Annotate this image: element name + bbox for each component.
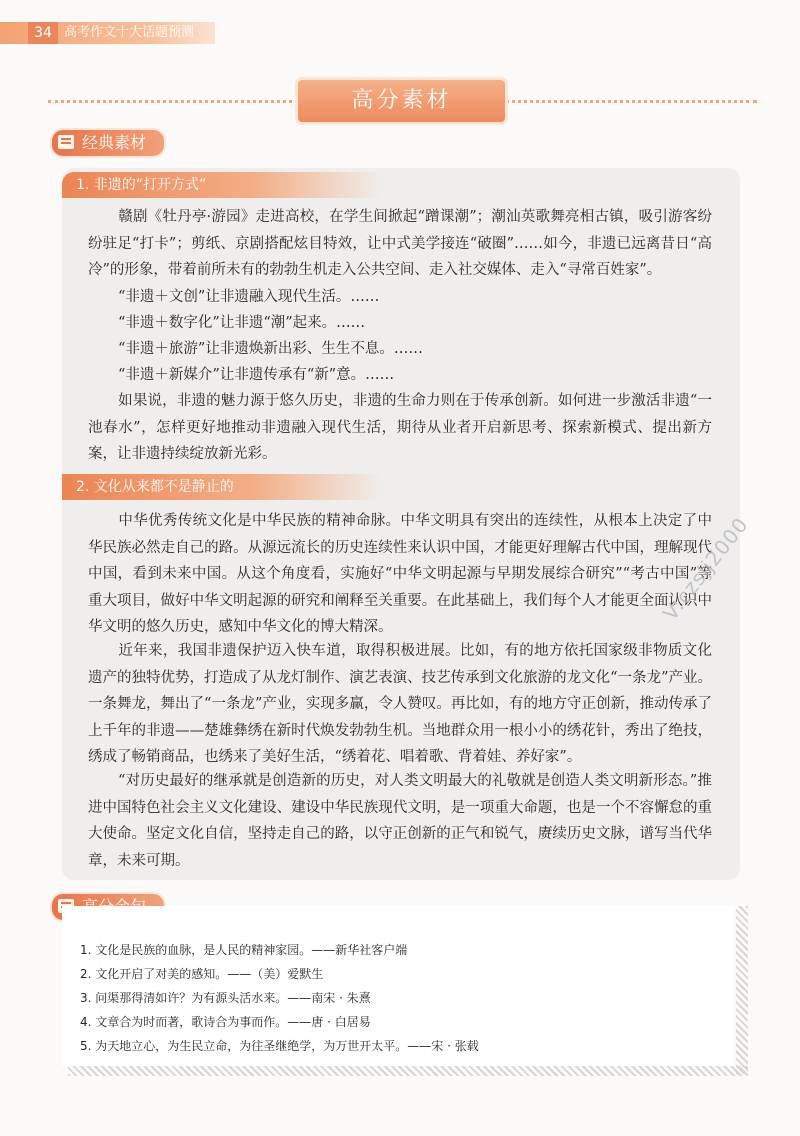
book-title: 高考作文十大话题预测 [64, 25, 195, 40]
part1-paragraph-2: “非遗＋文创”让非遗融入现代生活。…… [118, 289, 380, 305]
part2-paragraph-2: 近年来，我国非遗保护迈入快车道，取得积极进展。比如，有的地方依托国家级非物质文化遗产的独特优势，打造成了从龙灯制作、演艺表演、技艺传承到文化旅游的龙文化“一条龙”产业。一条舞龙，舞出了“一条龙”产业，实现多赢，令人赞叹。再比如，有的地方守正创新，推动传承了上千年的非遗——楚雄彝绣在新时代焕发勃勃生机。当地群众用一根小小的绣花针，秀出了绝技，绣成了畅销商品，也绣来了美好生活，“绣着花、唱着歌、背着娃、养好家”。 [88, 643, 712, 765]
part1-paragraph-6: 如果说，非遗的魅力源于悠久历史，非遗的生命力则在于传承创新。如何进一步激活非遗“一池春水”，怎样更好地推动非遗融入现代生活，期待从业者开启新思考、探索新模式、提出新方案，让非遗持续绽放新光彩。 [88, 393, 712, 462]
page-number: 34 [28, 22, 58, 44]
part2-title: 2. 文化从来都不是静止的 [76, 479, 234, 495]
quote-item: 5. 为天地立心，为生民立命，为往圣继绝学，为万世开太平。——宋 · 张载 [80, 1039, 479, 1053]
part1-paragraph-5: “非遗＋新媒介”让非遗传承有“新”意。…… [118, 367, 395, 383]
banner [298, 80, 505, 122]
quote-item: 4. 文章合为时而著，歌诗合为事而作。——唐 · 白居易 [80, 1015, 371, 1029]
part2-paragraph-3: “对历史最好的继承就是创造新的历史，对人类文明最大的礼敬就是创造人类文明新形态。”推进中国特色社会主义文化建设、建设中华民族现代文明，是一项重大命题，也是一个不容懈怠的重大使命。坚定文化自信，坚持走自己的路，以守正创新的正气和锐气，赓续历史文脉，谱写当代华章，未来可期。 [88, 773, 712, 869]
quote-list [80, 938, 720, 1058]
part1-paragraph-1: 赣剧《牡丹亭·游园》走进高校，在学生间掀起“蹭课潮”；潮汕英歌舞亮相古镇，吸引游客纷纷驻足“打卡”；剪纸、京剧搭配炫目特效，让中式美学接连“破圈”……如今，非遗已远离昔日“高冷”的形象，带着前所未有的勃勃生机走入公共空间、走入社交媒体、走入“寻常百姓家”。 [88, 209, 712, 278]
part1-paragraph-4: “非遗＋旅游”让非遗焕新出彩、生生不息。…… [118, 341, 423, 357]
quotes-hatch-bottom [68, 1066, 748, 1076]
quote-item: 3. 问渠那得清如许？为有源头活水来。——南宋 · 朱熹 [80, 991, 371, 1005]
section-tag-label: 经典素材 [82, 133, 147, 152]
quote-item: 2. 文化开启了对美的感知。——（美）爱默生 [80, 967, 324, 981]
part2-paragraph-1: 中华优秀传统文化是中华民族的精神命脉。中华文明具有突出的连续性，从根本上决定了中华民族必然走自己的路。从源远流长的历史连续性来认识中国，才能更好理解古代中国，理解现代中国，看到未来中国。从这个角度看，实施好“中华文明起源与早期发展综合研究”“考古中国”等重大项目，做好中华文明起源的研究和阐释至关重要。在此基础上，我们每个人才能更全面认识中华文明的悠久历史，感知中华文化的博大精深。 [88, 513, 712, 635]
banner-dots-left [48, 100, 298, 103]
quote-item: 1. 文化是民族的血脉，是人民的精神家园。——新华社客户端 [80, 943, 408, 957]
banner-title: 高分素材 [351, 88, 452, 113]
part2-heading [62, 474, 382, 500]
quotes-hatch-right [736, 906, 748, 1074]
banner-dots-right [505, 100, 757, 103]
part1-paragraph-3: “非遗＋数字化”让非遗“潮”起来。…… [118, 315, 366, 331]
books-icon [58, 135, 74, 149]
section-tag-classic-material [50, 128, 166, 158]
watermark: V:czsjj2000 [658, 512, 754, 625]
part1-title: 1. 非遗的“打开方式” [76, 177, 207, 193]
part1-heading [62, 172, 382, 198]
